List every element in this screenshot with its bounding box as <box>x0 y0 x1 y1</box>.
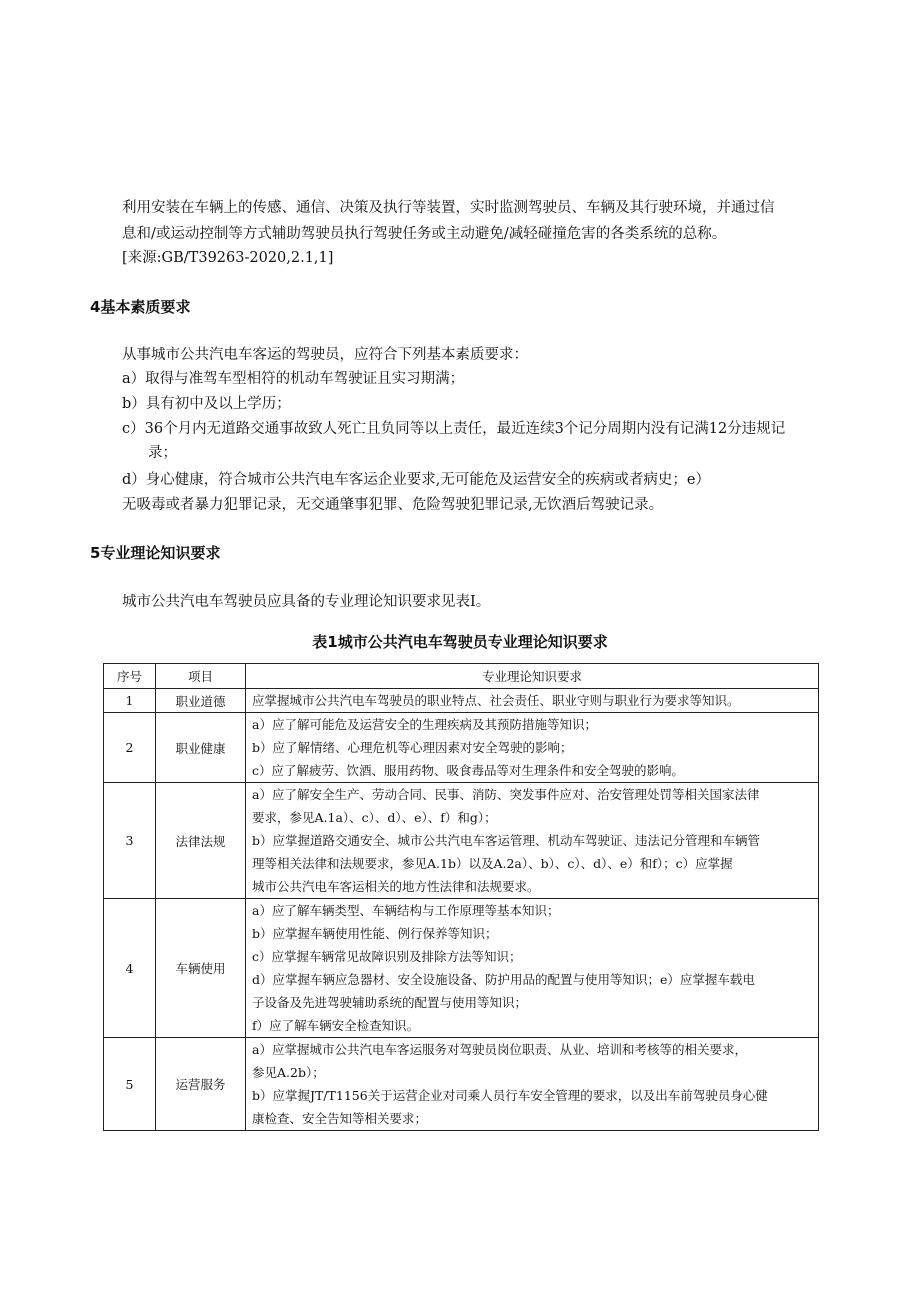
row-item: 职业健康 <box>156 713 246 783</box>
header-requirements: 专业理论知识要求 <box>246 664 819 689</box>
row-item: 法律法规 <box>156 783 246 899</box>
requirement-line: 理等相关法律和法规要求，参见A.1b）以及A.2a）、b）、c）、d）、e）和f）；c）应掌握 <box>252 856 733 871</box>
row-item: 运营服务 <box>156 1038 246 1131</box>
row-item: 职业道德 <box>156 689 246 713</box>
requirement-line: a）应了解安全生产、劳动合同、民事、消防、突发事件应对、治安管理处罚等相关国家法律 <box>252 787 760 802</box>
section-4-heading: 4基本素质要求 <box>90 298 191 316</box>
requirement-line: 应掌握城市公共汽电车驾驶员的职业特点、社会责任、职业守则与职业行为要求等知识。 <box>252 693 740 708</box>
row-item: 车辆使用 <box>156 899 246 1038</box>
row-no: 4 <box>104 899 156 1038</box>
section-5-heading: 5专业理论知识要求 <box>90 544 221 562</box>
requirement-line: c）应掌握车辆常见故障识别及排除方法等知识； <box>252 949 522 964</box>
requirement-line: b）应了解情绪、心理危机等心理因素对安全驾驶的影响； <box>252 740 573 755</box>
requirement-line: a）应了解可能危及运营安全的生理疾病及其预防措施等知识； <box>252 717 597 732</box>
requirement-line: 要求，参见A.1a）、c）、d）、e）、f）和g）； <box>252 810 497 825</box>
row-no: 3 <box>104 783 156 899</box>
row-requirements <box>246 899 819 1038</box>
header-no: 序号 <box>104 664 156 689</box>
row-requirements <box>246 713 819 783</box>
requirement-line: b）应掌握道路交通安全、城市公共汽电车客运管理、机动车驾驶证、违法记分管理和车辆管 <box>252 833 761 848</box>
table-row <box>104 899 819 1038</box>
requirement-d: d）身心健康，符合城市公共汽电车客运企业要求,无可能危及运营安全的疾病或者病史；e） <box>122 472 710 488</box>
table-header-row <box>104 664 819 689</box>
requirement-a: a）取得与准驾车型相符的机动车驾驶证且实习期满； <box>122 371 465 387</box>
requirement-line: b）应掌握车辆使用性能、例行保养等知识； <box>252 926 498 941</box>
intro-line-1: 利用安装在车辆上的传感、通信、决策及执行等装置，实时监测驾驶员、车辆及其行驶环境，并通过信 <box>122 200 775 216</box>
section-5-lead: 城市公共汽电车驾驶员应具备的专业理论知识要求见表I。 <box>122 594 491 610</box>
table-row <box>104 1038 819 1131</box>
requirement-line: b）应掌握JT/T1156关于运营企业对司乘人员行车安全管理的要求，以及出车前驾驶员身心健 <box>252 1088 768 1103</box>
requirement-line: c）应了解疲劳、饮酒、服用药物、吸食毒品等对生理条件和安全驾驶的影响。 <box>252 763 685 778</box>
requirement-line: d）应掌握车辆应急器材、安全设施设备、防护用品的配置与使用等知识；e）应掌握车载电 <box>252 972 755 987</box>
requirement-b: b）具有初中及以上学历； <box>122 396 291 412</box>
row-requirements <box>246 783 819 899</box>
section-4-lead: 从事城市公共汽电车客运的驾驶员，应符合下列基本素质要求： <box>122 347 528 363</box>
row-requirements <box>246 689 819 713</box>
table-row <box>104 713 819 783</box>
requirement-line: a）应掌握城市公共汽电车客运服务对驾驶员岗位职责、从业、培训和考核等的相关要求， <box>252 1042 747 1057</box>
requirement-line: a）应了解车辆类型、车辆结构与工作原理等基本知识； <box>252 903 560 918</box>
table-caption: 表1城市公共汽电车驾驶员专业理论知识要求 <box>312 633 608 651</box>
requirement-line: 参见A.2b）； <box>252 1065 325 1080</box>
requirement-c-line-2: 录； <box>148 445 177 461</box>
row-requirements <box>246 1038 819 1131</box>
requirement-line: 城市公共汽电车客运相关的地方性法律和法规要求。 <box>252 879 540 894</box>
requirement-line: 子设备及先进驾驶辅助系统的配置与使用等知识； <box>252 995 528 1010</box>
intro-line-2: 息和/或运动控制等方式辅助驾驶员执行驾驶任务或主动避免/减轻碰撞危害的各类系统的总称。 <box>122 226 727 242</box>
row-no: 2 <box>104 713 156 783</box>
knowledge-table <box>103 663 819 1131</box>
requirement-line: 康检查、安全告知等相关要求； <box>252 1111 428 1126</box>
requirement-e: 无吸毒或者暴力犯罪记录，无交通肇事犯罪、危险驾驶犯罪记录,无饮酒后驾驶记录。 <box>122 497 664 513</box>
row-no: 5 <box>104 1038 156 1131</box>
intro-source: [来源:GB/T39263-2020,2.1,1] <box>122 250 334 266</box>
table-row <box>104 689 819 713</box>
header-item: 项目 <box>156 664 246 689</box>
requirement-line: f）应了解车辆安全检查知识。 <box>252 1018 420 1033</box>
table-row <box>104 783 819 899</box>
requirement-c-line-1: c）36个月内无道路交通事故致人死亡且负同等以上责任，最近连续3个记分周期内没有记满12分违规记 <box>122 421 786 437</box>
row-no: 1 <box>104 689 156 713</box>
